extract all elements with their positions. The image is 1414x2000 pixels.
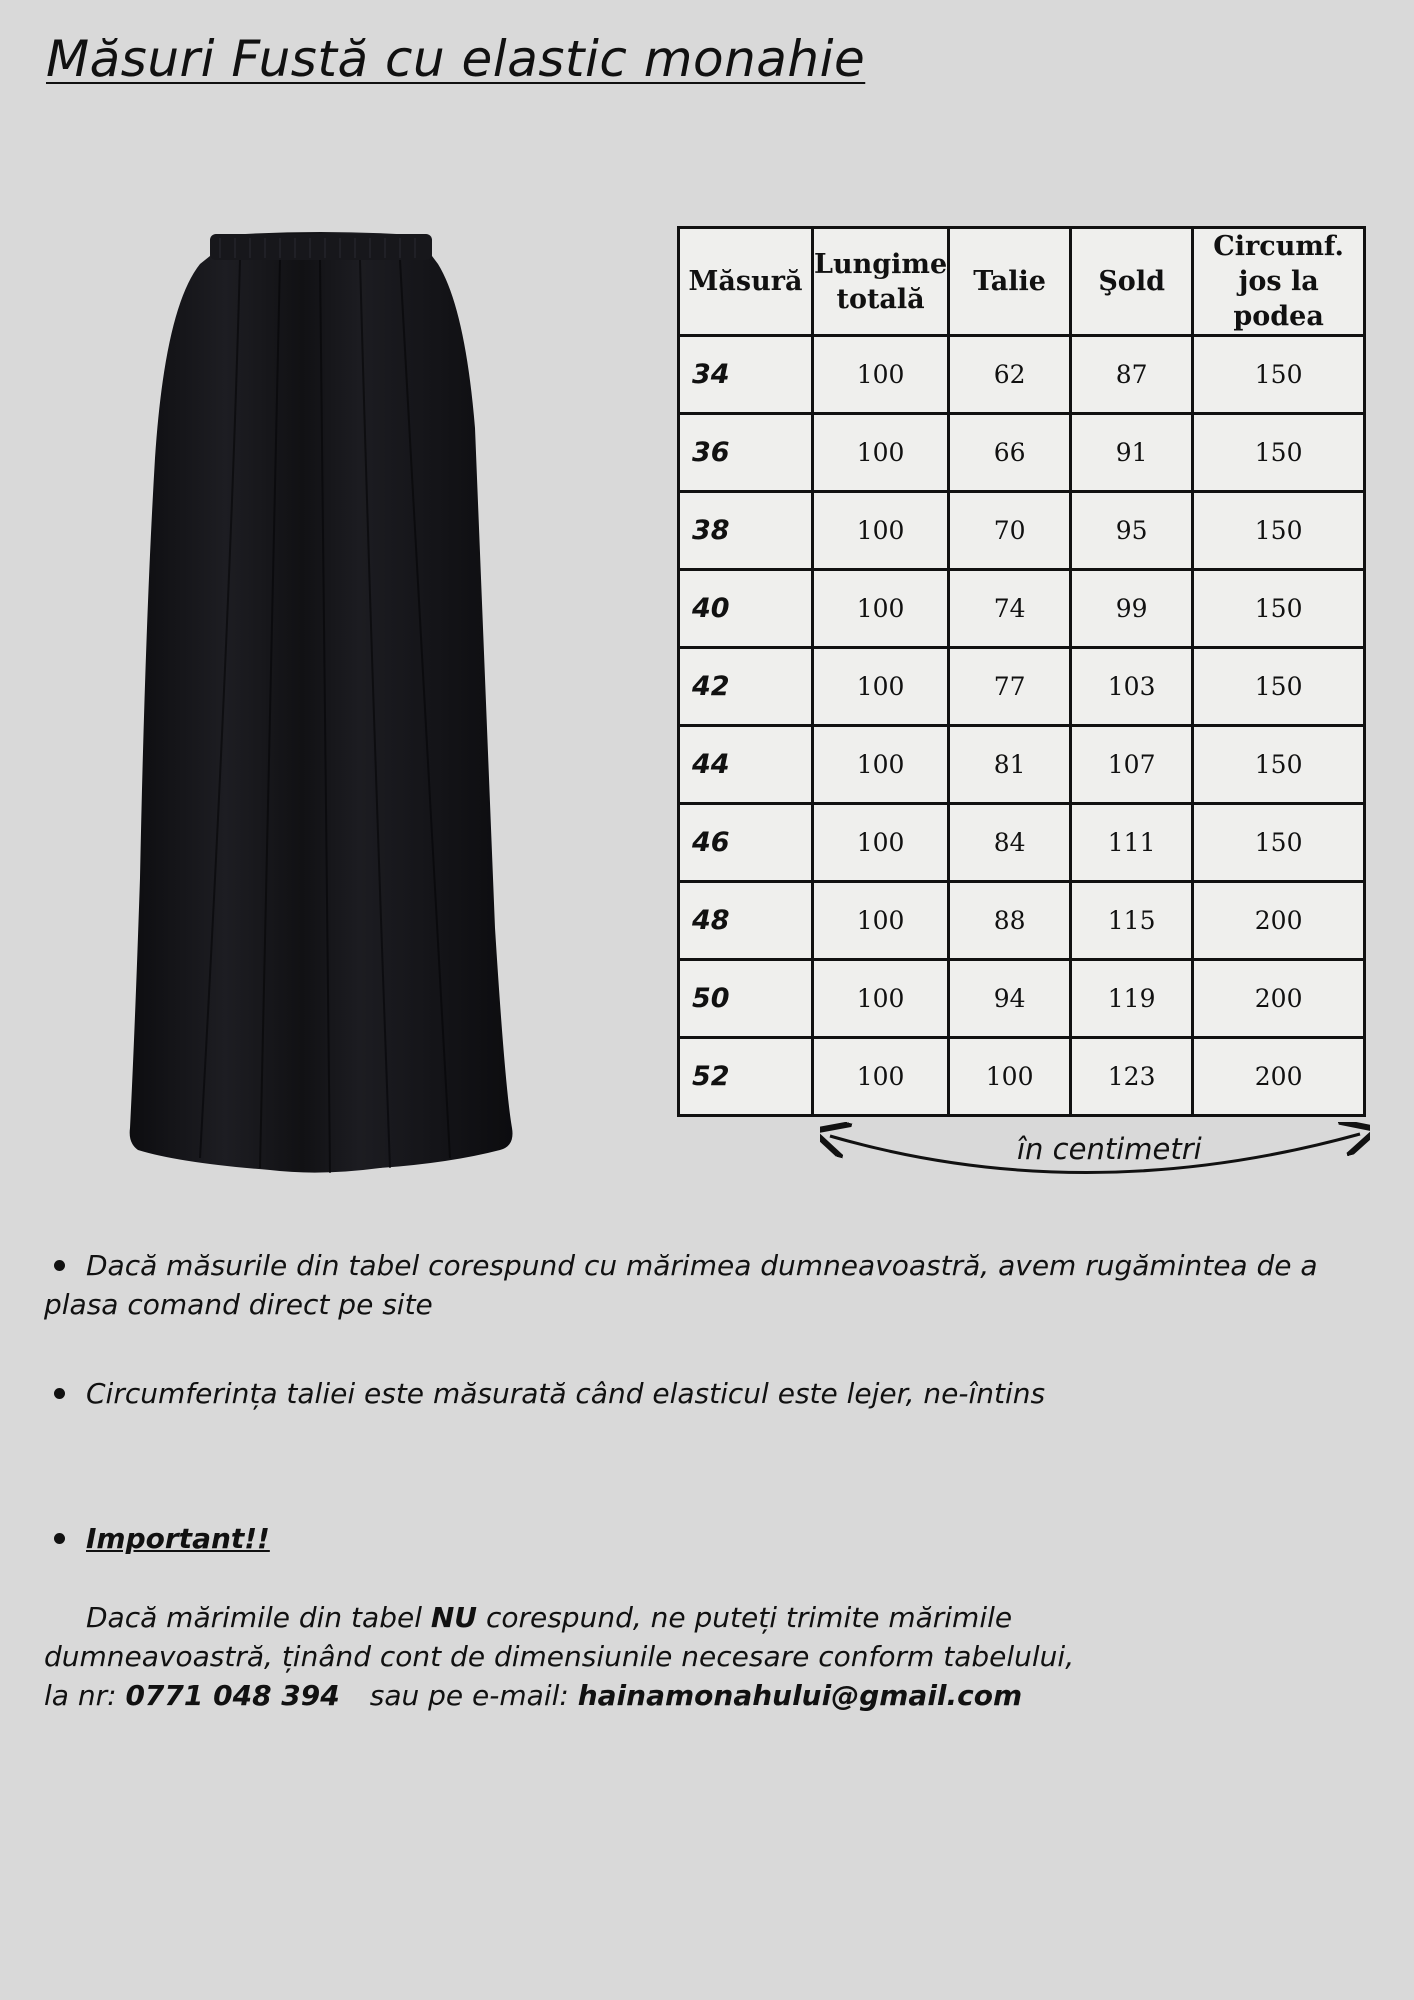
contact-line: la nr: 0771 048 394 sau pe e-mail: hainamonahului@gmail.com — [44, 1679, 1023, 1712]
cell-waist: 100 — [949, 1038, 1071, 1116]
note-1: Dacă măsurile din tabel corespund cu mărimea dumneavoastră, avem rugămintea de a — [44, 1246, 1318, 1285]
cell-size: 46 — [679, 804, 813, 882]
table-row — [679, 414, 1365, 492]
bullet-icon — [54, 1533, 65, 1544]
header-hip: Şold — [1071, 228, 1193, 336]
important-line-1: Dacă mărimile din tabel NU corespund, ne puteți trimite mărimile — [86, 1601, 1013, 1634]
cell-length: 100 — [813, 648, 949, 726]
cell-hip: 123 — [1071, 1038, 1193, 1116]
cell-hip: 87 — [1071, 336, 1193, 414]
cell-length: 100 — [813, 960, 949, 1038]
cell-waist: 62 — [949, 336, 1071, 414]
cell-waist: 70 — [949, 492, 1071, 570]
cell-hip: 99 — [1071, 570, 1193, 648]
cell-length: 100 — [813, 414, 949, 492]
cell-size: 40 — [679, 570, 813, 648]
cell-size: 36 — [679, 414, 813, 492]
size-table — [677, 226, 1366, 1117]
cell-length: 100 — [813, 804, 949, 882]
cell-length: 100 — [813, 1038, 949, 1116]
cell-circ: 200 — [1193, 960, 1365, 1038]
table-row — [679, 726, 1365, 804]
table-row — [679, 492, 1365, 570]
header-size: Măsură — [679, 228, 813, 336]
cell-circ: 150 — [1193, 492, 1365, 570]
units-label: în centimetri — [1017, 1132, 1202, 1166]
cell-waist: 94 — [949, 960, 1071, 1038]
table-row — [679, 960, 1365, 1038]
cell-waist: 74 — [949, 570, 1071, 648]
cell-length: 100 — [813, 336, 949, 414]
bullet-icon — [54, 1388, 65, 1399]
table-row — [679, 336, 1365, 414]
bullet-icon — [54, 1260, 65, 1271]
cell-hip: 103 — [1071, 648, 1193, 726]
cell-waist: 84 — [949, 804, 1071, 882]
header-circumference: Circumf. jos la podea — [1193, 228, 1365, 336]
note-1-continuation: plasa comand direct pe site — [44, 1288, 433, 1321]
cell-waist: 77 — [949, 648, 1071, 726]
skirt-image — [120, 228, 520, 1183]
cell-circ: 150 — [1193, 804, 1365, 882]
email-link[interactable]: hainamonahului@gmail.com — [577, 1679, 1023, 1712]
header-waist: Talie — [949, 228, 1071, 336]
table-header-row — [679, 228, 1365, 336]
cell-hip: 107 — [1071, 726, 1193, 804]
cell-length: 100 — [813, 570, 949, 648]
cell-circ: 150 — [1193, 726, 1365, 804]
table-row — [679, 570, 1365, 648]
note-2: Circumferința taliei este măsurată când elasticul este lejer, ne-întins — [44, 1374, 1045, 1413]
cell-length: 100 — [813, 726, 949, 804]
table-row — [679, 804, 1365, 882]
cell-waist: 81 — [949, 726, 1071, 804]
cell-size: 34 — [679, 336, 813, 414]
important-heading: Important!! — [44, 1519, 270, 1558]
cell-circ: 150 — [1193, 336, 1365, 414]
nu-emphasis: NU — [430, 1601, 478, 1634]
cell-circ: 150 — [1193, 648, 1365, 726]
cell-size: 52 — [679, 1038, 813, 1116]
cell-waist: 88 — [949, 882, 1071, 960]
cell-size: 42 — [679, 648, 813, 726]
header-length: Lungime totală — [813, 228, 949, 336]
important-line-2: dumneavoastră, ținând cont de dimensiunile necesare conform tabelului, — [44, 1640, 1075, 1673]
phone-number[interactable]: 0771 048 394 — [125, 1679, 340, 1712]
page-title: Măsuri Fustă cu elastic monahie — [46, 30, 866, 88]
cell-hip: 119 — [1071, 960, 1193, 1038]
cell-hip: 95 — [1071, 492, 1193, 570]
cell-size: 48 — [679, 882, 813, 960]
cell-circ: 200 — [1193, 1038, 1365, 1116]
table-row — [679, 1038, 1365, 1116]
cell-hip: 115 — [1071, 882, 1193, 960]
table-row — [679, 882, 1365, 960]
cell-circ: 200 — [1193, 882, 1365, 960]
cell-hip: 91 — [1071, 414, 1193, 492]
cell-size: 38 — [679, 492, 813, 570]
cell-hip: 111 — [1071, 804, 1193, 882]
cell-length: 100 — [813, 882, 949, 960]
table-row — [679, 648, 1365, 726]
cell-length: 100 — [813, 492, 949, 570]
cell-size: 44 — [679, 726, 813, 804]
cell-size: 50 — [679, 960, 813, 1038]
cell-circ: 150 — [1193, 570, 1365, 648]
cell-circ: 150 — [1193, 414, 1365, 492]
cell-waist: 66 — [949, 414, 1071, 492]
